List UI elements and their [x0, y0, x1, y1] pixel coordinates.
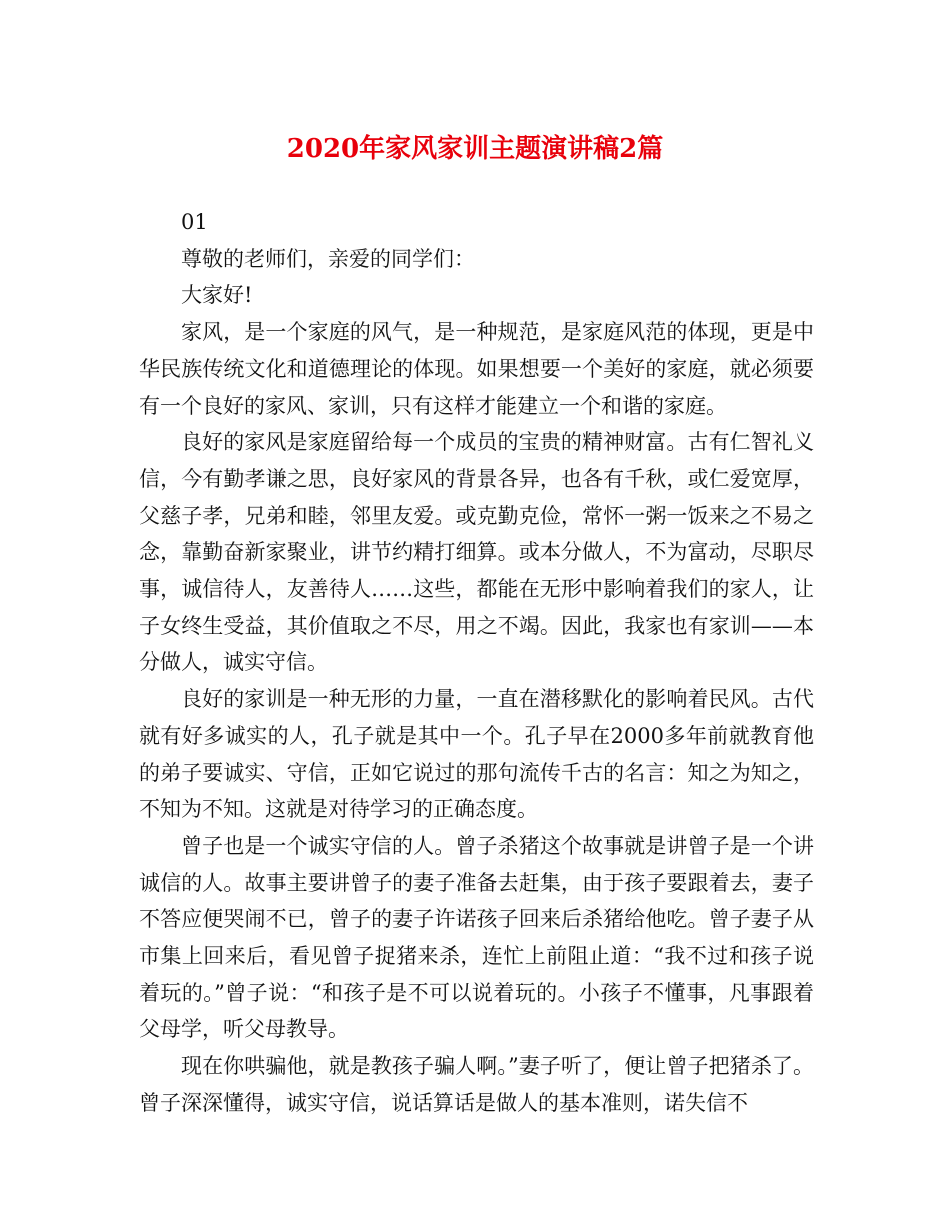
body-paragraph: 现在你哄骗他，就是教孩子骗人啊。”妻子听了，便让曾子把猪杀了。曾子深深懂得，诚实守信，说话算话是做人的基本准则，诺失信不 [139, 1054, 814, 1115]
document-title: 2020年家风家训主题演讲稿2篇 [286, 134, 664, 164]
body-paragraph: 家风，是一个家庭的风气，是一种规范，是家庭风范的体现，更是中华民族传统文化和道德理论的体现。如果想要一个美好的家庭，就必须要有一个良好的家风、家训，只有这样才能建立一个和谐的家庭。 [139, 320, 814, 418]
body-paragraph: 曾子也是一个诚实守信的人。曾子杀猪这个故事就是讲曾子是一个讲诚信的人。故事主要讲曾子的妻子准备去赶集，由于孩子要跟着去，妻子不答应便哭闹不已，曾子的妻子许诺孩子回来后杀猪给他吃。曾子妻子从市集上回来后，看见曾子捉猪来杀，连忙上前阻止道：“我不过和孩子说着玩的。”曾子说：“和孩子是不可以说着玩的。小孩子不懂事，凡事跟着父母学，听父母教导。 [139, 833, 814, 1042]
body-paragraph: 良好的家风是家庭留给每一个成员的宝贵的精神财富。古有仁智礼义信，今有勤孝谦之思，良好家风的背景各异，也各有千秋，或仁爱宽厚，父慈子孝，兄弟和睦，邻里友爱。或克勤克俭，常怀一粥一饭来之不易之念，靠勤奋新家聚业，讲节约精打细算。或本分做人，不为富动，尽职尽事，诚信待人，友善待人……这些，都能在无形中影响着我们的家人，让子女终生受益，其价值取之不尽，用之不竭。因此，我家也有家训——本分做人，诚实守信。 [139, 430, 814, 675]
section-number: 01 [181, 210, 208, 234]
greeting: 大家好! [181, 283, 253, 308]
document-body [139, 204, 814, 1122]
salutation: 尊敬的老师们，亲爱的同学们： [181, 246, 475, 271]
body-paragraph: 良好的家训是一种无形的力量，一直在潜移默化的影响着民风。古代就有好多诚实的人，孔子就是其中一个。孔子早在2000多年前就教育他的弟子要诚实、守信，正如它说过的那句流传千古的名言：知之为知之，不知为不知。这就是对待学习的正确态度。 [139, 687, 814, 822]
